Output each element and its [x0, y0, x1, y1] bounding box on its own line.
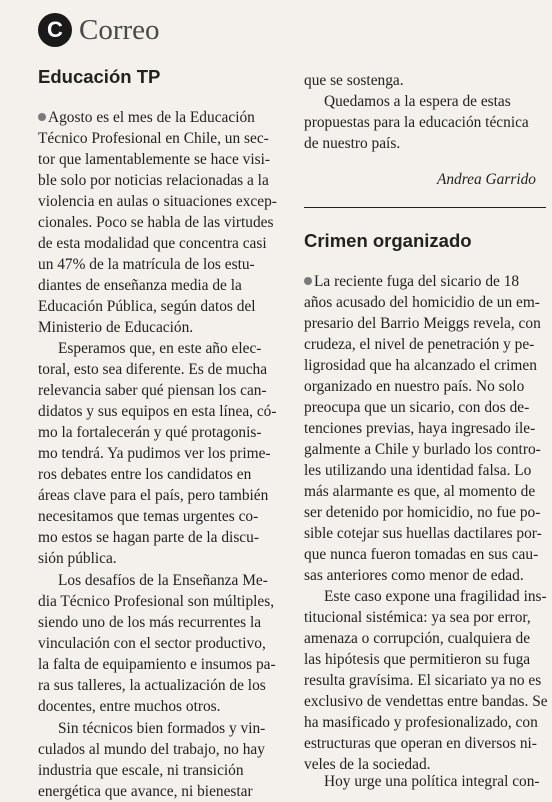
- letter-line: preocupa que un sicario, con dos de-: [304, 399, 530, 416]
- letter-line: didatos y sus equipos en esta línea, có-: [38, 403, 277, 420]
- letter-line: sión pública.: [38, 550, 117, 567]
- letter-line: ha masificado y profesionalizado, con: [304, 714, 538, 731]
- letter-line: Sin técnicos bien formados y vin-: [58, 720, 266, 737]
- letter-headline-educacion: Educación TP: [38, 66, 161, 87]
- letter-line: un 47% de la matrícula de los estu-: [38, 256, 255, 273]
- letter-line: docentes, entre muchos otros.: [38, 698, 221, 715]
- letter-line: tenciones previas, haya ingresado ile-: [304, 420, 536, 437]
- letter-divider: [304, 207, 546, 208]
- letter-line: Esperamos que, en este año elec-: [58, 340, 262, 357]
- letter-line: propuestas para la educación técnica: [304, 114, 529, 131]
- letter-line: Ministerio de Educación.: [38, 319, 194, 336]
- letter-line: galmente a Chile y burlado los contro-: [304, 441, 541, 458]
- letter-line: Los desafíos de la Enseñanza Me-: [58, 572, 268, 589]
- letter-line: Hoy urge una política integral con-: [324, 773, 540, 790]
- letter-line: ser detenido por homicidio, no fue po-: [304, 504, 541, 521]
- bullet-icon: [38, 113, 46, 121]
- letter-line: Agosto es el mes de la Educación: [38, 107, 284, 128]
- letter-line: las hipótesis que permitieron su fuga: [304, 651, 531, 668]
- letter-line: resulta gravísima. El sicariato ya no es: [304, 672, 542, 689]
- letter-line: energética que avance, ni bienestar: [38, 783, 253, 800]
- section-header: [38, 10, 160, 50]
- letter-line: estructuras que operan en diversos ni-: [304, 735, 537, 752]
- letter-line: titucional sistémica: ya sea por error,: [304, 609, 531, 626]
- letter-line: necesitamos que temas urgentes co-: [38, 508, 259, 525]
- letter-line: áreas clave para el país, pero también: [38, 487, 269, 504]
- letter-line: veles de la sociedad.: [304, 756, 431, 773]
- letter-line: Este caso expone una fragilidad ins-: [324, 588, 547, 605]
- letter-line: Quedamos a la espera de estas: [324, 93, 511, 110]
- letter-line: toral, esto sea diferente. Es de mucha: [38, 361, 268, 378]
- section-title: Correo: [79, 13, 160, 46]
- bullet-icon: [304, 277, 312, 285]
- letter-line: diantes de enseñanza media de la: [38, 277, 242, 294]
- letter-line: culados al mundo del trabajo, no hay: [38, 741, 265, 758]
- letter-line: la falta de equipamiento e insumos pa-: [38, 656, 276, 673]
- letter-line: mo la fortalecerán y qué protagonis-: [38, 424, 262, 441]
- letter-line: mo estos se hagan parte de la discu-: [38, 529, 259, 546]
- letter-line: crudeza, el nivel de penetración y pe-: [304, 336, 535, 353]
- letter-line: siendo uno de los más recurrentes la: [38, 614, 262, 631]
- letter-line: tor que lamentablemente se hace visi-: [38, 151, 271, 168]
- letter-line: amenaza o corrupción, cualquiera de: [304, 630, 531, 647]
- letter-line: sible cotejar sus huellas dactilares por-: [304, 525, 542, 542]
- letter-line: violencia en aulas o situaciones excep-: [38, 193, 277, 210]
- letter-line: industria que escale, ni transición: [38, 762, 244, 779]
- letter-line: años acusado del homicidio de un em-: [304, 294, 540, 311]
- letter-line: dia Técnico Profesional son múltiples,: [38, 593, 275, 610]
- letter-line: cionales. Poco se habla de las virtudes: [38, 214, 274, 231]
- letter-line: relevancia saber qué piensan los can-: [38, 382, 267, 399]
- letter-line: ra sus talleres, la actualización de los: [38, 677, 266, 694]
- letter-line: Técnico Profesional en Chile, un sec-: [38, 130, 269, 147]
- letter-line: que nunca fueron tomadas en sus cau-: [304, 546, 539, 563]
- letter-line: mo tendrá. Ya pudimos ver los prime-: [38, 445, 271, 462]
- letter-line: de esta modalidad que concentra casi: [38, 235, 267, 252]
- letter-line: de nuestro país.: [304, 135, 401, 152]
- section-logo-icon: C: [38, 13, 72, 47]
- letter-line: La reciente fuga del sicario de 18: [304, 271, 519, 292]
- letter-line: Educación Pública, según datos del: [38, 298, 256, 315]
- letter-line: vinculación con el sector productivo,: [38, 635, 266, 652]
- letter-line: ble solo por noticias relacionadas a la: [38, 172, 269, 189]
- letter-line: presario del Barrio Meiggs revela, con: [304, 315, 541, 332]
- letter-line: organizado en nuestro país. No solo: [304, 378, 525, 395]
- letter-line: que se sostenga.: [304, 72, 404, 89]
- letter-signature: Andrea Garrido: [436, 171, 536, 188]
- letter-line: más alarmante es que, al momento de: [304, 483, 536, 500]
- letter-line: les utilizando una identidad falsa. Lo: [304, 462, 532, 479]
- letter-line: exclusivo de vendettas entre bandas. Se: [304, 693, 548, 710]
- letter-headline-crimen: Crimen organizado: [304, 230, 472, 251]
- letter-line: sas anteriores como menor de edad.: [304, 567, 524, 584]
- letter-line: ligrosidad que ha alcanzado el crimen: [304, 357, 537, 374]
- letter-line: ros debates entre los candidatos en: [38, 466, 252, 483]
